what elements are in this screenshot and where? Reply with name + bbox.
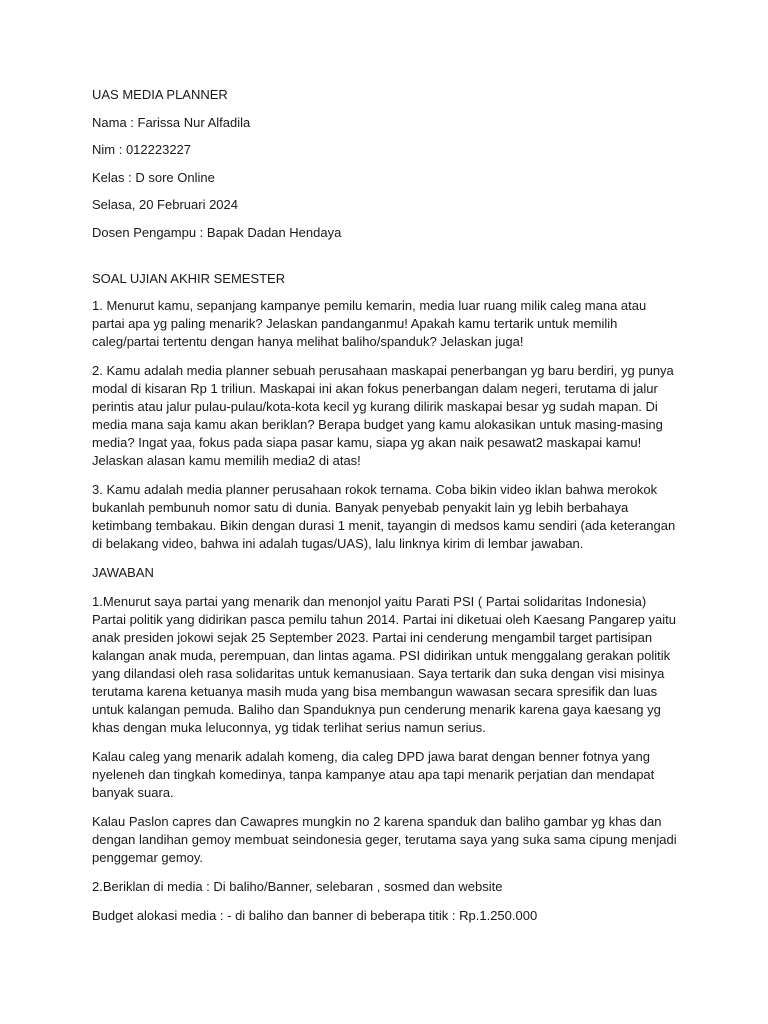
a1c-line: dengan landihan gemoy membuat seindonesia geger, terutama saya yang suka sama cipung menjadi [92,832,677,847]
jawaban-heading: JAWABAN [92,565,154,580]
question-1 [92,297,688,351]
a1c-line: penggemar gemoy. [92,850,204,865]
q2-line: perintis atau jalur pulau-pulau/kota-kota kecil yg kurang dilirik maskapai besar yg sudah mapan. Di [92,399,658,414]
q2-line: media mana saja kamu akan beriklan? Berapa budget yang kamu alokasikan untuk masing-masing [92,417,663,432]
a1-line: Partai politik yang didirikan pasca pemilu tahun 2014. Partai ini diketuai oleh Kaesang Pangarep yaitu [92,612,676,627]
q2-line: Jelaskan alasan kamu memilih media2 di atas! [92,453,361,468]
doc-title: UAS MEDIA PLANNER [92,87,228,102]
q3-line: 3. Kamu adalah media planner perusahaan rokok ternama. Coba bikin video iklan bahwa merokok [92,482,658,497]
a1-line: terutama karena ketuanya masih muda yang bisa membangun wawasan secara spresifik dan luas [92,684,658,699]
a1-line: kalangan anak muda, perempuan, dan lintas agama. PSI didirikan untuk menggalang gerakan politik [92,648,671,663]
student-name: Nama : Farissa Nur Alfadila [92,114,251,130]
q1-line: partai apa yg paling menarik? Jelaskan pandanganmu! Apakah kamu tertarik untuk memilih [92,316,618,331]
doc-date: Selasa, 20 Februari 2024 [92,197,238,212]
answer-1 [92,593,688,737]
budget-line: Budget alokasi media : - di baliho dan banner di beberapa titik : Rp.1.250.000 [92,908,538,923]
a1-line: yang dilandasi oleh rasa solidaritas untuk kemanusiaan. Saya tertarik dan suka dengan visi misinya [92,666,665,681]
q2-line: media? Ingat yaa, fokus pada siapa pasar kamu, siapa yg akan naik pesawat2 maskapai kamu! [92,435,642,450]
answer-1-caleg [92,748,688,802]
lecturer: Dosen Pengampu : Bapak Dadan Hendaya [92,224,342,240]
student-class: Kelas : D sore Online [92,169,215,185]
a1-line: 1.Menurut saya partai yang menarik dan menonjol yaitu Parati PSI ( Partai solidaritas Indonesia) [92,594,647,609]
q3-line: ketimbang tembakau. Bikin dengan durasi 1 menit, tayangin di medsos kamu sendiri (ada keterangan [92,518,676,533]
a1b-line: Kalau caleg yang menarik adalah komeng, dia caleg DPD jawa barat dengan benner fotnya yang [92,749,650,764]
question-2 [92,362,688,470]
a1b-line: banyak suara. [92,785,174,800]
answer-1-paslon [92,813,688,867]
q3-line: di belakang video, bahwa ini adalah tugas/UAS), lalu linknya kirim di lembar jawaban. [92,536,584,551]
q2-line: 2. Kamu adalah media planner sebuah perusahaan maskapai penerbangan yg baru berdiri, yg punya [92,363,674,378]
a1-line: untuk kalangan pemuda. Baliho dan Spanduknya pun cenderung menarik karena gaya kaesang yg [92,702,661,717]
a1-line: khas dengan muka leluconnya, yg tidak terlihat serius namun serius. [92,720,486,735]
question-3 [92,481,688,553]
q2-line: modal di kisaran Rp 1 triliun. Maskapai ini akan fokus penerbangan dalam negeri, terutama di jalur [92,381,658,396]
answer-2: 2.Beriklan di media : Di baliho/Banner, selebaran , sosmed dan website [92,879,503,894]
student-nim: Nim : 012223227 [92,142,192,157]
q3-line: bukanlah pembunuh nomor satu di dunia. Banyak penyebab penyakit lain yg lebih berbahaya [92,500,629,515]
a1-line: anak presiden jokowi sejak 25 September 2023. Partai ini cenderung mengambil target partisipan [92,630,653,645]
q1-line: 1. Menurut kamu, sepanjang kampanye pemilu kemarin, media luar ruang milik caleg mana atau [92,298,647,313]
soal-heading: SOAL UJIAN AKHIR SEMESTER [92,270,286,286]
q1-line: caleg/partai tertentu dengan hanya melihat baliho/spanduk? Jelaskan juga! [92,334,524,349]
a1c-line: Kalau Paslon capres dan Cawapres mungkin no 2 karena spanduk dan baliho gambar yg khas dan [92,814,662,829]
a1b-line: nyeleneh dan tingkah komedinya, tanpa kampanye atau apa tapi menarik perjatian dan mendapat [92,767,655,782]
